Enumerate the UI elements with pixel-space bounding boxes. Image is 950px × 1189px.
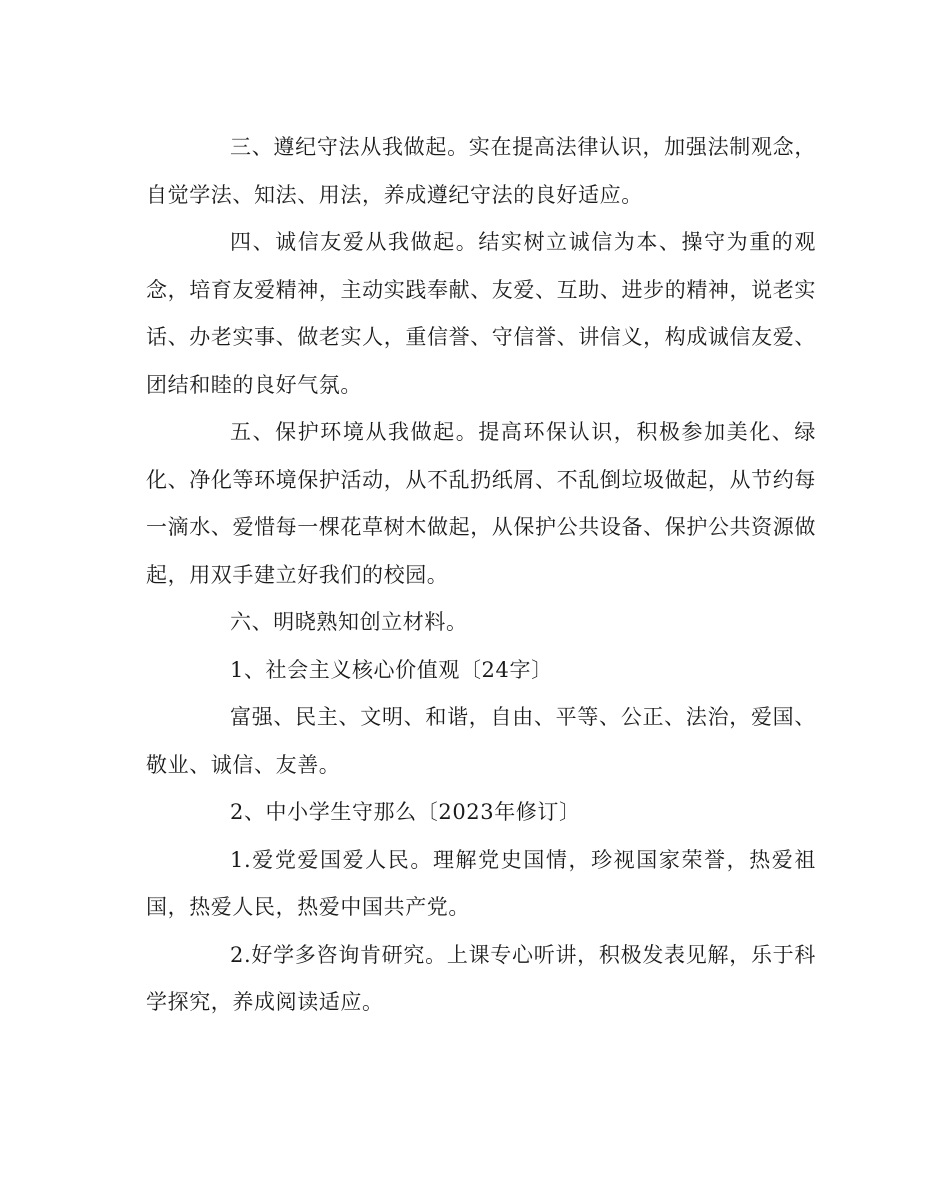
document-body — [146, 124, 816, 1027]
paragraph-discipline: 三、遵纪守法从我做起。实在提高法律认识，加强法制观念，自觉学法、知法、用法，养成遵纪守法的良好适应。 — [146, 135, 816, 207]
paragraph-core-values-heading: 1、社会主义核心价值观〔24字〕 — [230, 657, 553, 682]
paragraph-student-code-heading: 2、中小学生守那么〔2023年修订〕 — [230, 800, 581, 824]
paragraph-code-item-2: 2.好学多咨询肯研究。上课专心听讲，积极发表见解，乐于科学探究，养成阅读适应。 — [146, 942, 816, 1014]
paragraph-integrity: 四、诚信友爱从我做起。结实树立诚信为本、操守为重的观念，培育友爱精神，主动实践奉献、友爱、互助、进步的精神，说老实话、办老实事、做老实人，重信誉、守信誉、讲信义，构成诚信友爱、团结和睦的良好气氛。 — [146, 230, 816, 397]
paragraph-environment: 五、保护环境从我做起。提高环保认识，积极参加美化、绿化、净化等环境保护活动，从不乱扔纸屑、不乱倒垃圾做起，从节约每一滴水、爱惜每一棵花草树木做起，从保护公共设备、保护公共资源做起，用双手建立好我们的校园。 — [146, 420, 816, 587]
paragraph-core-values: 富强、民主、文明、和谐，自由、平等、公正、法治，爱国、敬业、诚信、友善。 — [146, 705, 816, 777]
paragraph-materials-heading: 六、明晓熟知创立材料。 — [230, 610, 468, 634]
paragraph-code-item-1: 1.爱党爱国爱人民。理解党史国情，珍视国家荣誉，热爱祖国，热爱人民，热爱中国共产党。 — [146, 847, 816, 919]
